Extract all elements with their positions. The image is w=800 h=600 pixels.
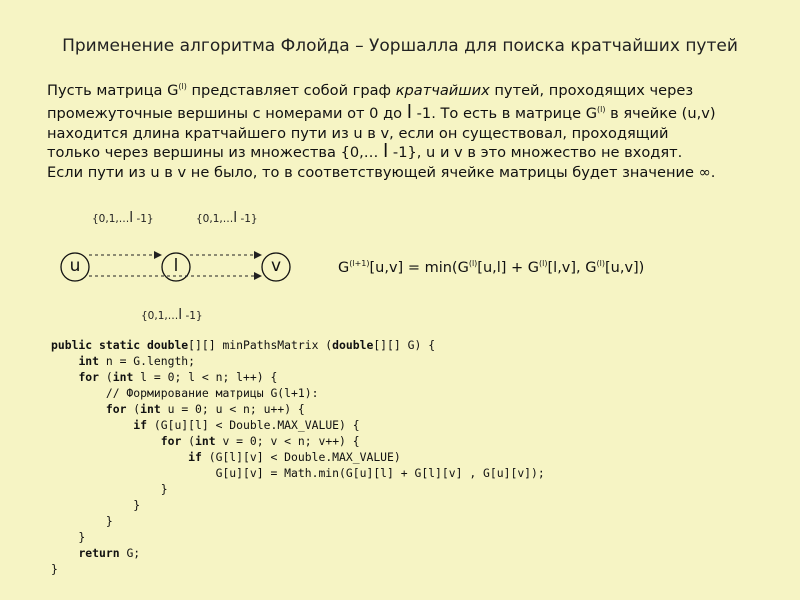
l-symbol: l bbox=[406, 101, 413, 124]
text: Пусть матрица G bbox=[47, 82, 179, 99]
l-symbol: l bbox=[383, 140, 389, 163]
paragraph-line-1 bbox=[47, 77, 777, 100]
code-text: v = 0; v < n; v++) { bbox=[215, 434, 360, 448]
superscript: (l) bbox=[178, 82, 187, 91]
text: -1. То есть в матрице G bbox=[412, 105, 598, 123]
code-text: G; bbox=[119, 546, 141, 560]
node-v-label: v bbox=[270, 256, 282, 276]
code-text: (G[u][l] < Double.MAX_VALUE) { bbox=[147, 418, 360, 432]
code-text: // Формирование матрицы G(l+1): bbox=[51, 386, 319, 400]
code-text: G[u][v] = Math.min(G[u][l] + G[l][v] , G[u][v]); bbox=[51, 466, 545, 480]
paragraph-line-4 bbox=[47, 140, 777, 163]
code-text: u = 0; u < n; u++) { bbox=[160, 402, 305, 416]
code-line bbox=[51, 561, 545, 577]
code-keyword: int bbox=[195, 434, 216, 448]
code-text: ( bbox=[126, 402, 141, 416]
code-text bbox=[51, 450, 188, 464]
code-line bbox=[51, 433, 545, 449]
code-line bbox=[51, 513, 545, 529]
code-keyword: for bbox=[78, 370, 100, 384]
code-text bbox=[51, 370, 78, 384]
paragraph-line-2 bbox=[47, 100, 777, 123]
code-text: ( bbox=[99, 370, 113, 384]
code-keyword: if bbox=[133, 418, 148, 432]
text: только через вершины из множества {0,… bbox=[47, 144, 384, 162]
code-text: [][] minPathsMatrix ( bbox=[188, 338, 333, 352]
code-text: } bbox=[51, 562, 58, 576]
code-keyword: int bbox=[140, 402, 161, 416]
text: в ячейке (u,v) bbox=[605, 105, 716, 123]
code-text bbox=[51, 546, 78, 560]
text: -1}, u и v в это множество не входят. bbox=[388, 144, 683, 162]
code-keyword: if bbox=[188, 450, 202, 464]
code-keyword: int bbox=[78, 354, 100, 368]
code-keyword: return bbox=[78, 546, 120, 560]
code-listing bbox=[51, 337, 545, 577]
italic-term: кратчайших bbox=[395, 82, 490, 99]
code-text: n = G.length; bbox=[99, 354, 196, 368]
code-keyword: for bbox=[105, 402, 127, 416]
code-text: ( bbox=[181, 434, 196, 448]
code-line bbox=[51, 417, 545, 433]
slide-title: Применение алгоритма Флойда – Уоршалла для поиска кратчайших путей bbox=[62, 36, 738, 56]
code-line bbox=[51, 545, 545, 561]
code-text: } bbox=[51, 530, 86, 544]
paragraph-line-3: находится длина кратчайшего пути из u в v, если он существовал, проходящий bbox=[47, 124, 669, 142]
recurrence-formula: $G^{(l+1)}[u,v] = \min(G^{(l)}[u,l] + G^{(l)}[l,v]$, $G^{(l)}[u,v]$) bbox=[338, 259, 645, 276]
superscript: (l) bbox=[597, 105, 606, 115]
code-keyword: int bbox=[112, 370, 134, 384]
paragraph-line-5: Если пути из u в v не было, то в соответствующей ячейке матрицы будет значение ∞. bbox=[47, 163, 716, 181]
set-label-bottom: {0,1,…l -1} bbox=[141, 307, 203, 323]
description-paragraph bbox=[47, 77, 777, 182]
code-line bbox=[51, 401, 545, 417]
node-l-label: l bbox=[173, 256, 179, 276]
code-line bbox=[51, 529, 545, 545]
code-line bbox=[51, 481, 545, 497]
text: промежуточные вершины с номерами от 0 до bbox=[47, 105, 407, 123]
node-u-label: u bbox=[69, 256, 81, 276]
code-text: } bbox=[51, 514, 113, 528]
code-text bbox=[51, 418, 133, 432]
code-line bbox=[51, 465, 545, 481]
code-text bbox=[51, 354, 78, 368]
code-text bbox=[51, 402, 106, 416]
code-text: } bbox=[51, 498, 141, 512]
code-text: } bbox=[51, 482, 168, 496]
text: представляет собой граф bbox=[186, 82, 396, 99]
code-line bbox=[51, 353, 545, 369]
code-keyword: double bbox=[332, 338, 374, 352]
code-keyword: for bbox=[160, 434, 182, 448]
code-text: l = 0; l < n; l++) { bbox=[133, 370, 278, 384]
code-keyword: public static double bbox=[51, 338, 189, 352]
set-label-left: {0,1,…l -1} bbox=[92, 210, 154, 226]
code-line bbox=[51, 369, 545, 385]
code-line bbox=[51, 385, 545, 401]
set-label-right: {0,1,…l -1} bbox=[196, 210, 258, 226]
code-line bbox=[51, 337, 545, 353]
code-text: [][] G) { bbox=[373, 338, 436, 352]
code-line bbox=[51, 449, 545, 465]
code-line bbox=[51, 497, 545, 513]
code-text: (G[l][v] < Double.MAX_VALUE) bbox=[201, 450, 401, 464]
code-text bbox=[51, 434, 161, 448]
path-diagram bbox=[0, 200, 800, 340]
text: путей, проходящих через bbox=[489, 82, 694, 99]
